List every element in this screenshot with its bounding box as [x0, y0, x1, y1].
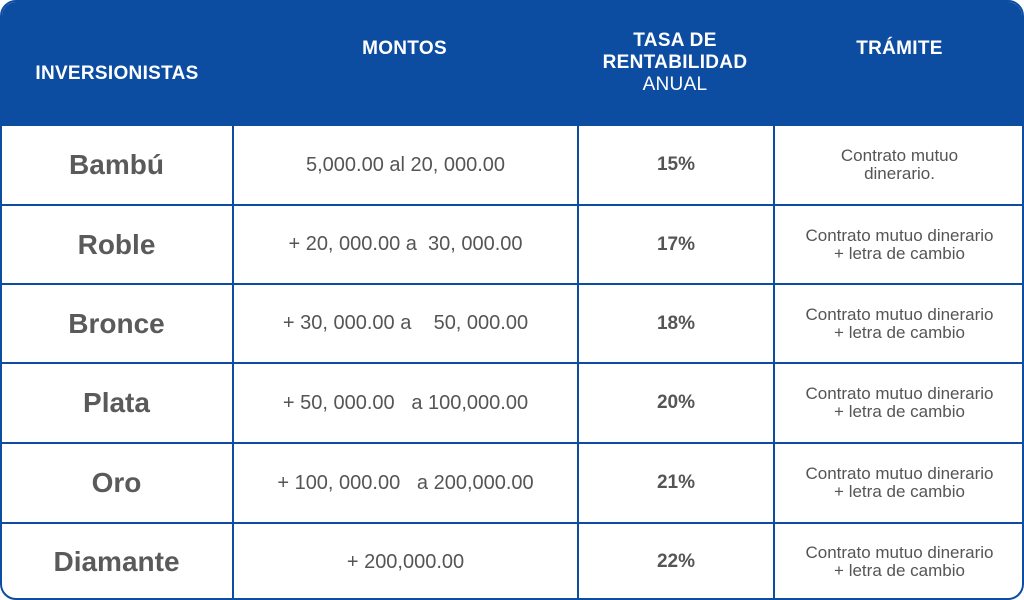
procedure: Contrato mutuo dinerario + letra de cambio [773, 364, 1024, 442]
amount-text: + 200,000.00 [346, 550, 465, 573]
amount-range [232, 285, 577, 362]
procedure: Contrato mutuo dinerario. [773, 126, 1024, 204]
procedure: Contrato mutuo dinerario + letra de cambio [773, 524, 1024, 600]
annual-rate: 20% [577, 364, 773, 442]
table-row [2, 204, 1024, 283]
amount-range [232, 126, 577, 204]
header-amounts [232, 2, 577, 124]
tier-name: Plata [83, 387, 150, 418]
tier-name: Diamante [53, 546, 180, 577]
header-rate [577, 2, 773, 124]
procedure: Contrato mutuo dinerario + letra de cambio [773, 285, 1024, 362]
header-procedure-label: TRÁMITE [856, 38, 943, 59]
amount-text: + 20, 000.00 a 30, 000.00 [288, 233, 523, 255]
header-rate-line2: RENTABILIDAD [602, 52, 748, 73]
annual-rate: 15% [577, 126, 773, 204]
table-row [2, 124, 1024, 204]
annual-rate: 22% [577, 524, 773, 600]
table-header [2, 2, 1024, 124]
amount-range [232, 206, 577, 283]
header-rate-line1: TASA DE [633, 30, 717, 51]
amount-range [232, 364, 577, 442]
annual-rate: 18% [577, 285, 773, 362]
table-row [2, 283, 1024, 362]
annual-rate: 17% [577, 206, 773, 283]
table-row [2, 362, 1024, 442]
table-row [2, 442, 1024, 522]
amount-text: + 30, 000.00 a 50, 000.00 [282, 312, 529, 334]
header-investors [2, 2, 232, 124]
tier-name: Bambú [69, 149, 164, 180]
header-amounts-label: MONTOS [362, 38, 447, 59]
annual-rate: 21% [577, 444, 773, 522]
procedure: Contrato mutuo dinerario + letra de cambio [773, 206, 1024, 283]
procedure: Contrato mutuo dinerario + letra de cambio [773, 444, 1024, 522]
table-row [2, 522, 1024, 600]
amount-range [232, 444, 577, 522]
header-procedure [773, 2, 1024, 124]
amount-text: 5,000.00 al 20, 000.00 [305, 153, 506, 176]
tier-name: Roble [77, 228, 156, 260]
header-rate-line3: ANUAL [642, 74, 708, 95]
tier-name: Bronce [68, 307, 165, 339]
amount-text: + 100, 000.00 a 200,000.00 [277, 471, 534, 494]
header-investors-label: INVERSIONISTAS [35, 63, 199, 84]
amount-text: + 50, 000.00 a 100,000.00 [282, 391, 529, 414]
amount-range [232, 524, 577, 600]
tier-name: Oro [91, 467, 142, 498]
